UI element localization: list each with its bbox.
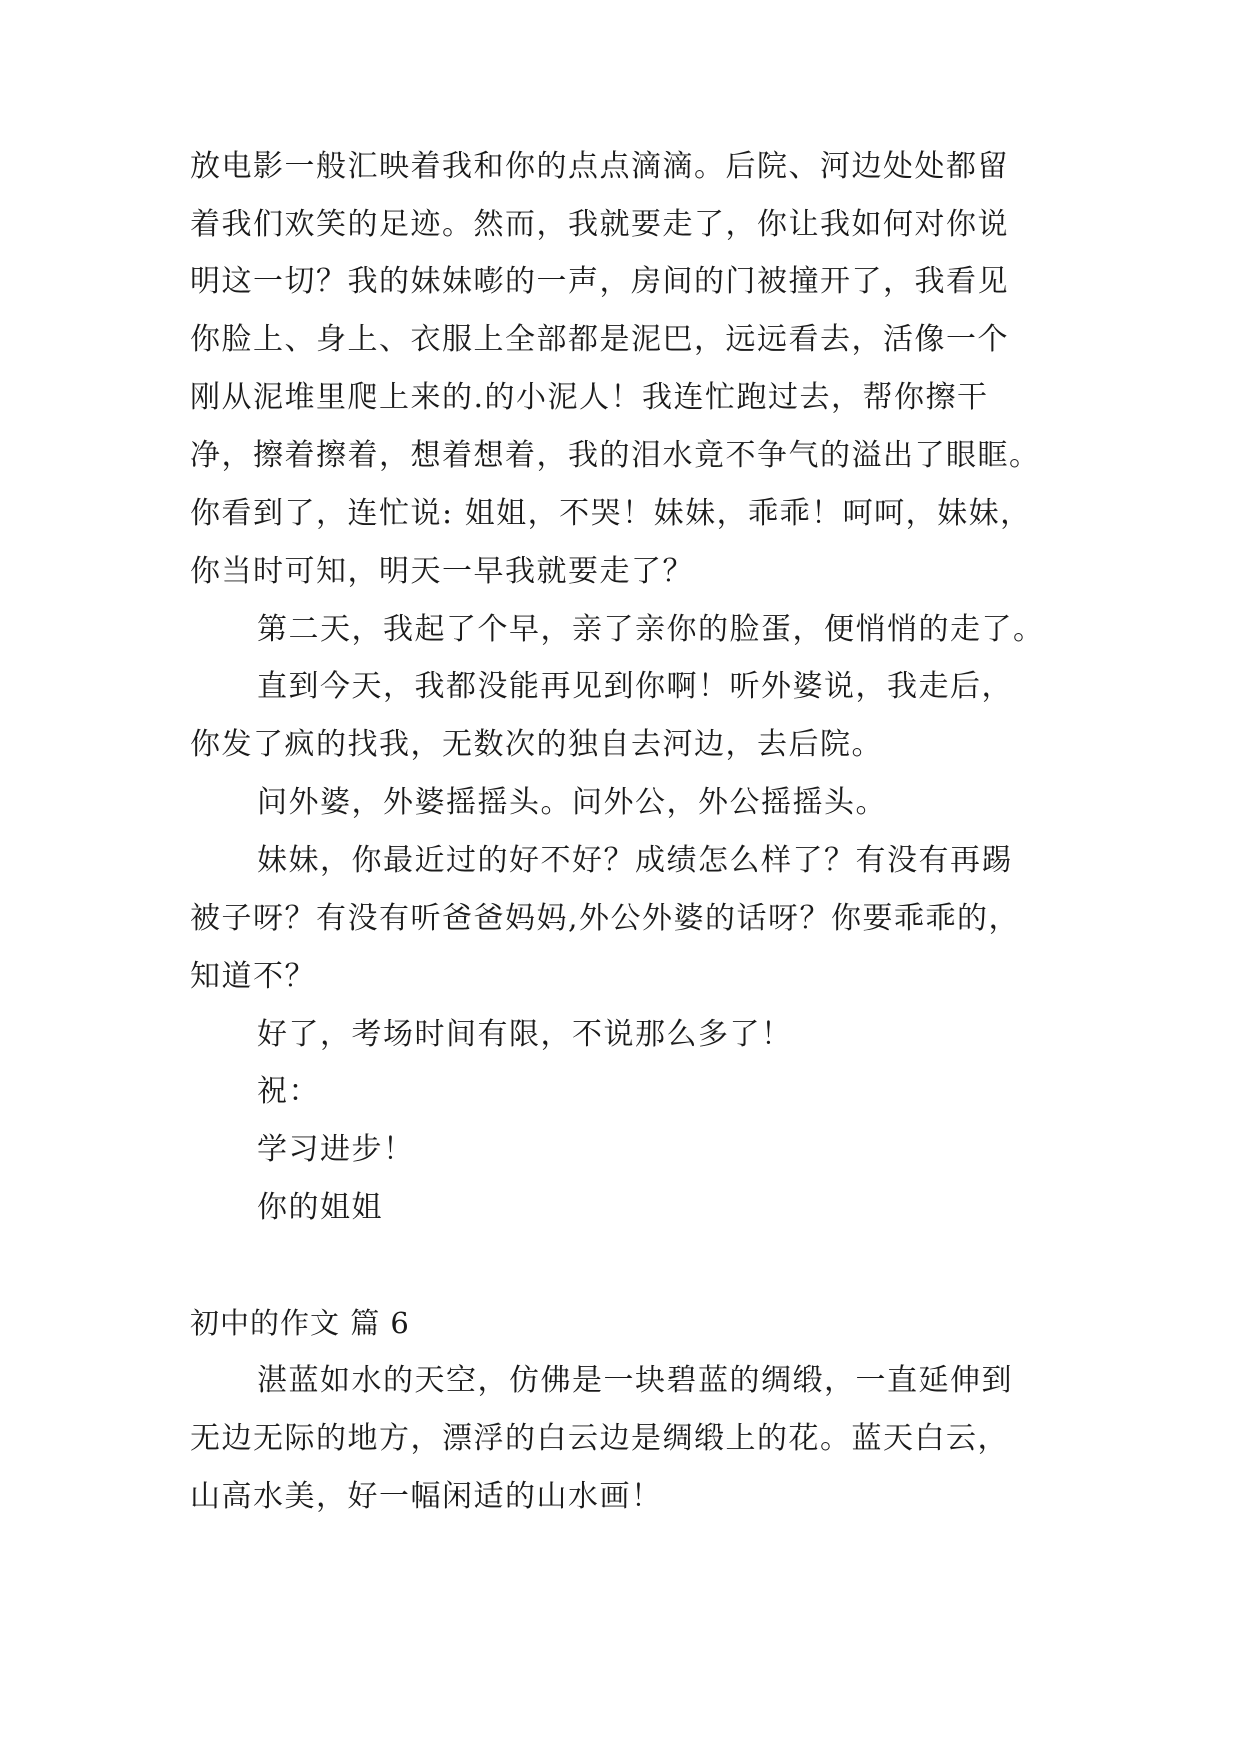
text-line: 你脸上、身上、衣服上全部都是泥巴，远远看去，活像一个	[190, 322, 1009, 357]
text-line: 湛蓝如水的天空，仿佛是一块碧蓝的绸缎，一直延伸到	[257, 1363, 1013, 1398]
text-line: 第二天，我起了个早，亲了亲你的脸蛋，便悄悄的走了。	[257, 612, 1045, 647]
text-line: 学习进步！	[257, 1132, 415, 1167]
text-line: 无边无际的地方，漂浮的白云边是绸缎上的花。蓝天白云，	[190, 1421, 1009, 1456]
text-line: 着我们欢笑的足迹。然而，我就要走了，你让我如何对你说	[190, 207, 1009, 242]
text-line: 你发了疯的找我，无数次的独自去河边，去后院。	[190, 727, 883, 762]
text-line: 直到今天，我都没能再见到你啊！听外婆说，我走后，	[257, 669, 1013, 704]
text-line: 你当时可知，明天一早我就要走了？	[190, 554, 694, 589]
text-line: 放电影一般汇映着我和你的点点滴滴。后院、河边处处都留	[190, 149, 1009, 184]
text-line: 明这一切？我的妹妹嘭的一声，房间的门被撞开了，我看见	[190, 264, 1009, 299]
text-line: 好了，考场时间有限，不说那么多了！	[257, 1017, 793, 1052]
text-line: 祝：	[257, 1074, 320, 1109]
text-line: 你看到了，连忙说: 姐姐，不哭！妹妹，乖乖！呵呵，妹妹，	[190, 496, 1032, 531]
text-line: 问外婆，外婆摇摇头。问外公，外公摇摇头。	[257, 785, 887, 820]
text-line: 山高水美，好一幅闲适的山水画！	[190, 1479, 663, 1514]
text-line: 知道不？	[190, 959, 316, 994]
text-line: 刚从泥堆里爬上来的.的小泥人！我连忙跑过去，帮你擦干	[190, 380, 989, 415]
text-line: 净，擦着擦着，想着想着，我的泪水竟不争气的溢出了眼眶。	[190, 438, 1041, 473]
section-heading: 初中的作文 篇 6	[190, 1306, 410, 1340]
text-line: 妹妹，你最近过的好不好？成绩怎么样了？有没有再踢	[257, 843, 1013, 878]
text-line: 被子呀？有没有听爸爸妈妈,外公外婆的话呀？你要乖乖的，	[190, 901, 1021, 936]
text-line: 你的姐姐	[257, 1190, 383, 1225]
